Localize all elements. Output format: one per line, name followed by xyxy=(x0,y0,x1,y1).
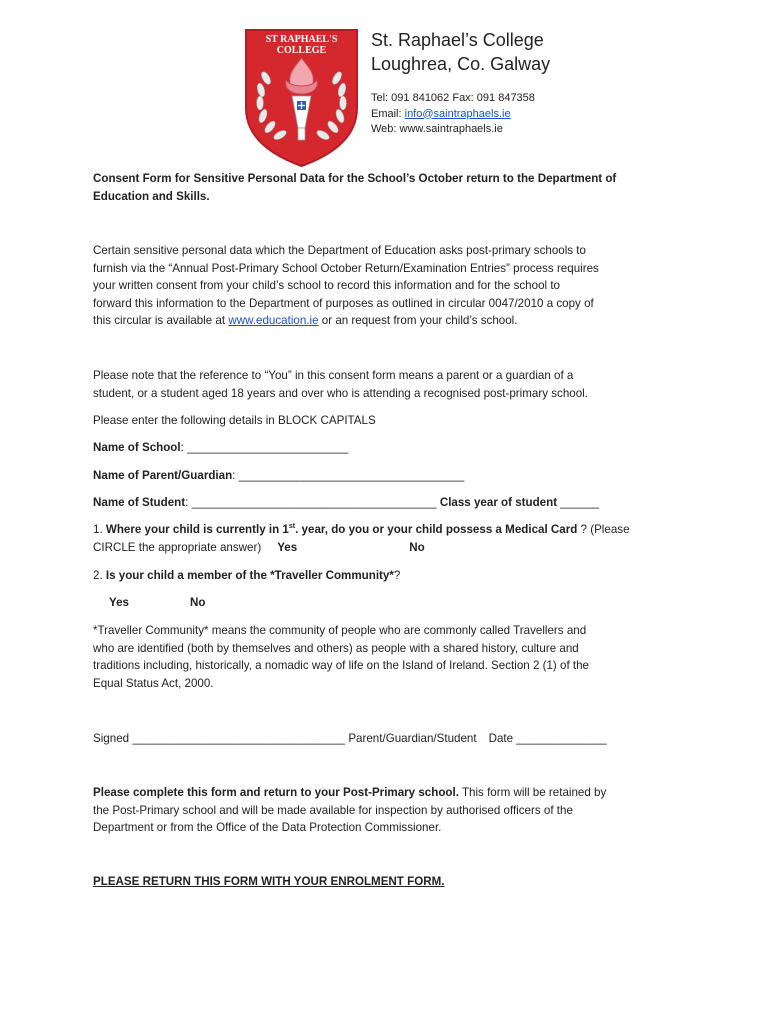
closing-bold: Please complete this form and return to your Post-Primary school. xyxy=(93,786,459,799)
q2-yes-option[interactable]: Yes xyxy=(109,596,129,609)
email-link[interactable]: info@saintraphaels.ie xyxy=(404,107,511,120)
tel-fax: Tel: 091 841062 Fax: 091 847358 xyxy=(371,92,535,104)
q2-answers xyxy=(109,594,694,612)
traveller-definition xyxy=(93,622,678,692)
q1-superscript: st xyxy=(288,523,296,531)
question-medical-card xyxy=(93,521,678,556)
closing-line xyxy=(93,784,678,802)
form-title-line2: Education and Skills. xyxy=(93,189,210,203)
intro-line: furnish via the “Annual Post-Primary School October Return/Examination Entries” process requires xyxy=(93,261,599,275)
intro-text: or an request from your child’s school. xyxy=(318,314,518,328)
closing-line: the Post-Primary school and will be made available for inspection by authorised officers of the xyxy=(93,803,573,817)
contact-details xyxy=(371,91,535,138)
intro-line xyxy=(93,312,678,330)
school-field-label: Name of School xyxy=(93,441,181,454)
q1-hint: CIRCLE the appropriate answer) xyxy=(93,540,262,554)
signed-field[interactable]: Signed _________________________________ Parent/Guardian/Student xyxy=(93,732,477,745)
intro-paragraph xyxy=(93,242,678,330)
crest-text-line2: COLLEGE xyxy=(276,45,327,56)
parent-field-blank[interactable]: : ___________________________________ xyxy=(232,469,465,482)
class-year-blank[interactable]: ______ xyxy=(557,496,599,509)
note-line: Please note that the reference to “You” in this consent form means a parent or a guardian of a xyxy=(93,369,574,382)
student-field-blank[interactable]: : ______________________________________ xyxy=(185,496,437,509)
closing-text: This form will be retained by xyxy=(458,786,607,799)
school-location: Loughrea, Co. Galway xyxy=(371,54,551,74)
education-link[interactable]: www.education.ie xyxy=(228,314,319,328)
parent-name-field[interactable] xyxy=(93,467,678,485)
student-name-field[interactable] xyxy=(93,494,678,512)
q1-line2 xyxy=(93,539,678,557)
q1-no-option[interactable]: No xyxy=(409,540,425,554)
school-name: St. Raphael’s College xyxy=(371,30,544,50)
block-capitals-instruction: Please enter the following details in BLOCK CAPITALS xyxy=(93,414,376,427)
intro-text: this circular is available at xyxy=(93,314,229,328)
web-line: Web: www.saintraphaels.ie xyxy=(371,123,503,135)
q1-number: 1. xyxy=(93,523,106,536)
parent-field-label: Name of Parent/Guardian xyxy=(93,469,233,482)
q2-no-option[interactable]: No xyxy=(190,596,206,609)
question-traveller xyxy=(93,567,678,585)
signature-line[interactable] xyxy=(93,730,678,748)
date-field[interactable]: Date ______________ xyxy=(488,732,607,745)
student-field-label: Name of Student xyxy=(93,496,186,509)
intro-line: forward this information to the Department of purposes as outlined in circular 0047/2010 a copy of xyxy=(93,296,594,310)
school-name-block xyxy=(371,28,550,76)
school-field-blank[interactable]: : _________________________ xyxy=(180,441,349,454)
definition-line: traditions including, historically, a nomadic way of life on the Island of Ireland. Section 2 (1) of the xyxy=(93,659,590,673)
class-year-label: Class year of student xyxy=(436,496,558,509)
q1-line1 xyxy=(93,521,678,539)
closing-paragraph xyxy=(93,784,678,837)
school-crest-logo xyxy=(244,28,359,168)
intro-line: Certain sensitive personal data which the Department of Education asks post-primary schools to xyxy=(93,244,586,257)
form-title xyxy=(93,170,678,205)
q2-qmark: ? xyxy=(393,569,401,582)
you-definition-note xyxy=(93,367,678,402)
note-line: student, or a student aged 18 years and over who is attending a recognised post-primary school. xyxy=(93,386,588,400)
email-label: Email: xyxy=(371,107,405,120)
definition-line: *Traveller Community* means the community of people who are commonly called Travellers and xyxy=(93,624,587,637)
q2-text: Is your child a member of the *Traveller Community* xyxy=(105,569,394,582)
form-title-line1: Consent Form for Sensitive Personal Data for the School’s October return to the Department of xyxy=(93,172,617,185)
school-name-field[interactable] xyxy=(93,439,678,457)
definition-line: Equal Status Act, 2000. xyxy=(93,676,214,690)
crest-text-line1: ST RAPHAEL'S xyxy=(265,34,338,45)
closing-line: Department or from the Office of the Data Protection Commissioner. xyxy=(93,821,442,835)
q1-yes-option[interactable]: Yes xyxy=(277,540,298,554)
email-line xyxy=(371,107,535,123)
return-notice-text: PLEASE RETURN THIS FORM WITH YOUR ENROLMENT FORM. xyxy=(93,875,445,888)
definition-line: who are identified (both by themselves and others) as people with a shared history, culture and xyxy=(93,641,579,655)
q1-text: . year, do you or your child possess a Medical Card xyxy=(295,523,578,536)
intro-line: your written consent from your child’s school to record this information and for the school to xyxy=(93,279,560,293)
q2-number: 2. xyxy=(93,569,106,582)
q1-text: Where your child is currently in 1 xyxy=(105,523,289,536)
q1-hint: ? (Please xyxy=(577,523,630,536)
return-notice xyxy=(93,873,678,891)
